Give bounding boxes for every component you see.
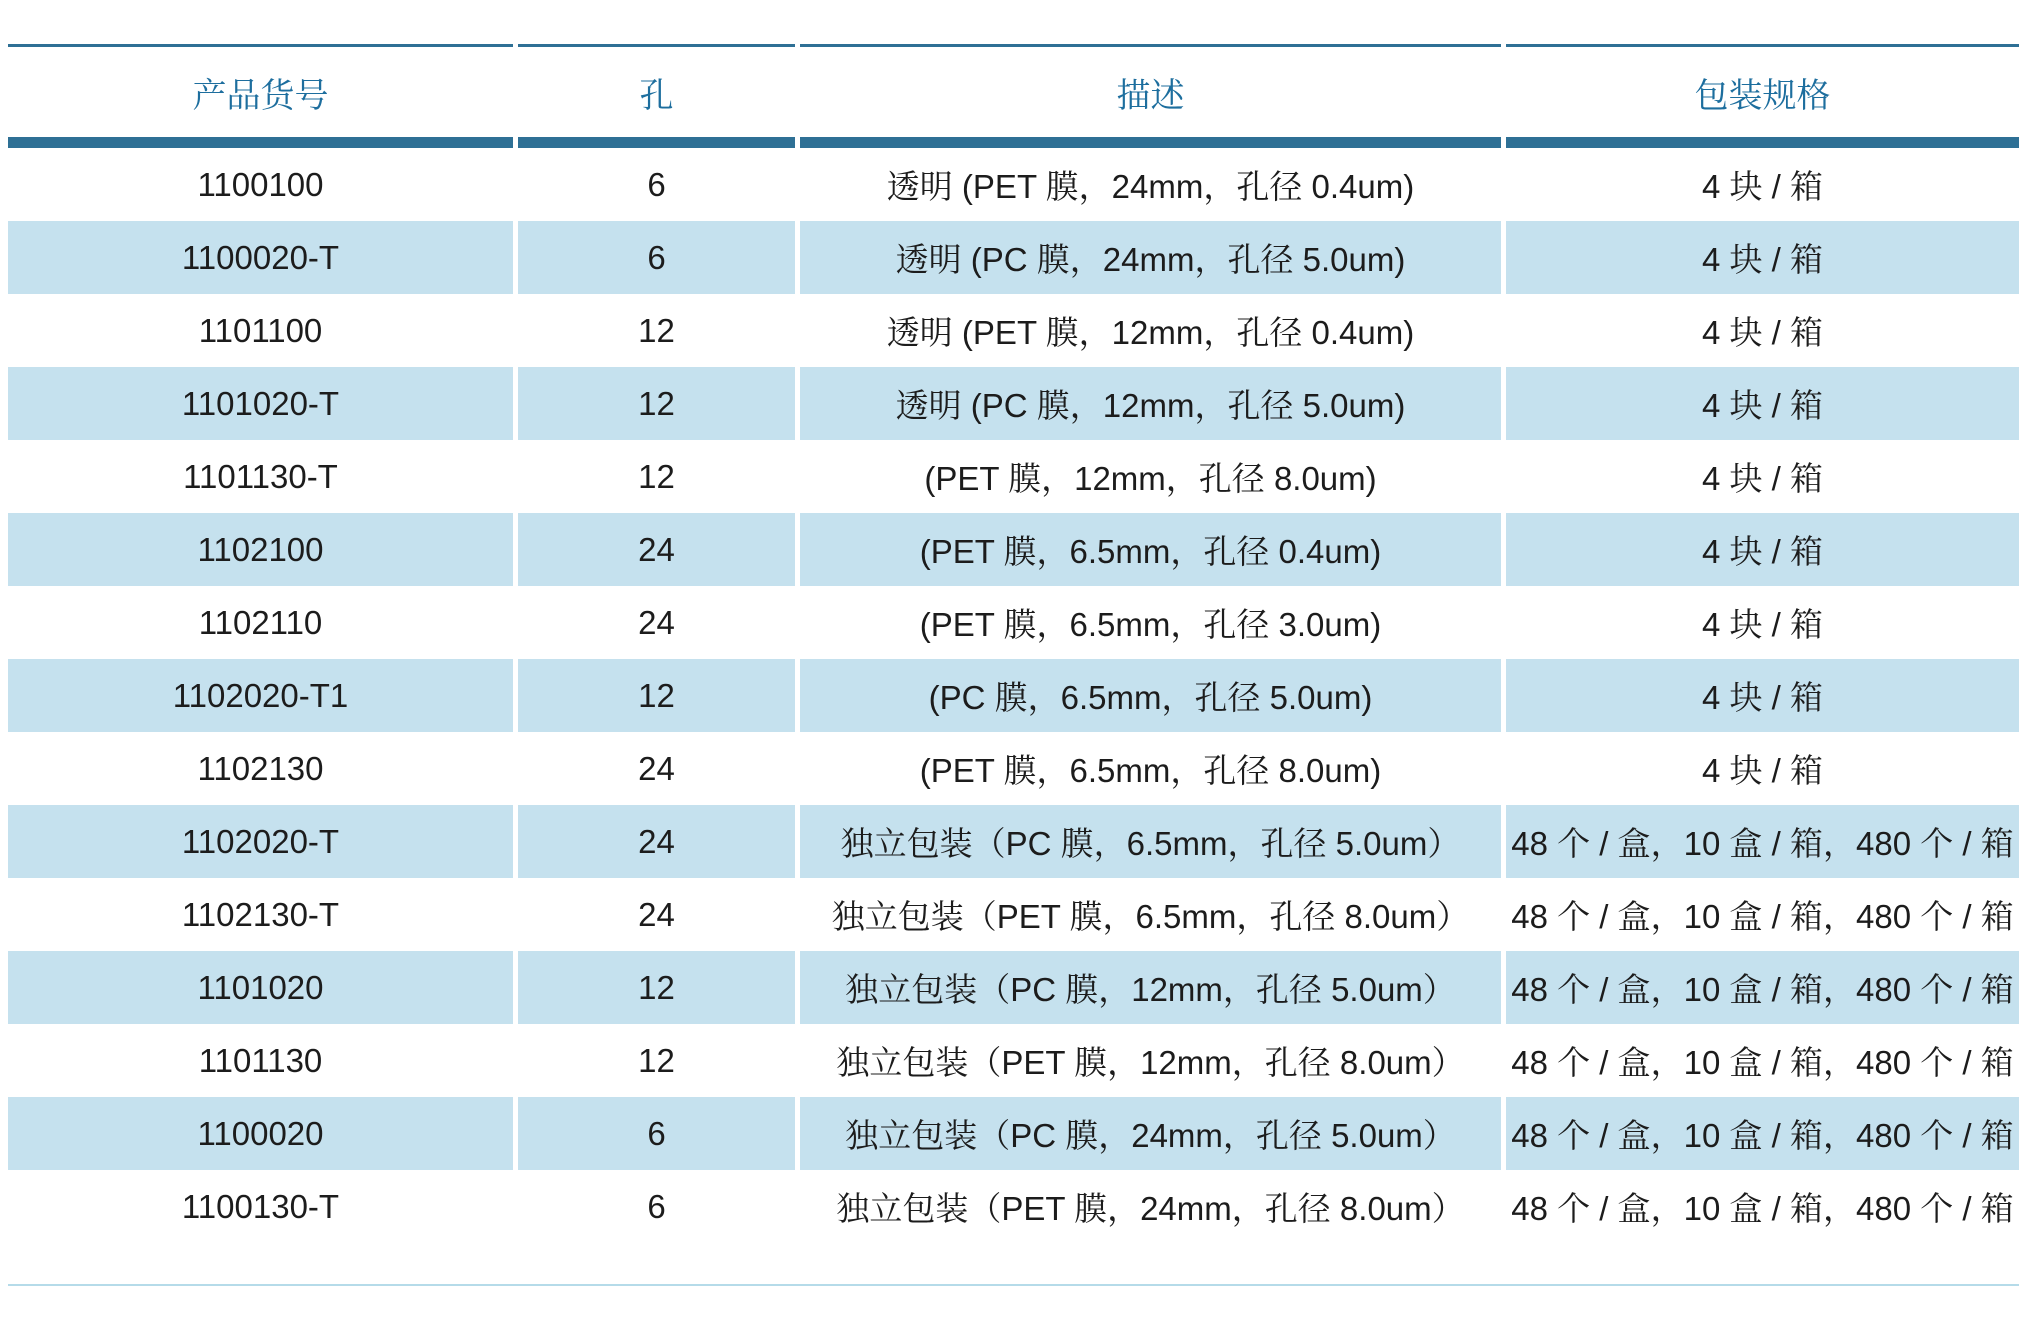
description-cell: 透明 (PET 膜，24mm，孔径 0.4um) [800, 148, 1501, 221]
description-cell: 独立包装（PC 膜，12mm，孔径 5.0um） [800, 951, 1501, 1024]
product-sku-cell: 1101130-T [8, 440, 513, 513]
wells-cell: 6 [518, 221, 795, 294]
header-wells: 孔 [518, 44, 795, 148]
product-sku-cell: 1102100 [8, 513, 513, 586]
packaging-cell: 48 个 / 盒，10 盒 / 箱，480 个 / 箱 [1506, 951, 2019, 1024]
packaging-cell: 4 块 / 箱 [1506, 221, 2019, 294]
description-cell: (PC 膜，6.5mm，孔径 5.0um) [800, 659, 1501, 732]
wells-cell: 12 [518, 659, 795, 732]
packaging-cell: 4 块 / 箱 [1506, 659, 2019, 732]
description-cell: (PET 膜，6.5mm，孔径 0.4um) [800, 513, 1501, 586]
packaging-cell: 48 个 / 盒，10 盒 / 箱，480 个 / 箱 [1506, 1024, 2019, 1097]
header-description: 描述 [800, 44, 1501, 148]
wells-cell: 6 [518, 1097, 795, 1170]
description-cell: (PET 膜，6.5mm，孔径 3.0um) [800, 586, 1501, 659]
packaging-cell: 48 个 / 盒，10 盒 / 箱，480 个 / 箱 [1506, 805, 2019, 878]
table-row [8, 732, 2019, 805]
table-row [8, 659, 2019, 732]
product-sku-cell: 1100020-T [8, 221, 513, 294]
product-sku-cell: 1102130 [8, 732, 513, 805]
table-row [8, 367, 2019, 440]
table-header-row [8, 44, 2019, 148]
description-cell: 独立包装（PC 膜，6.5mm，孔径 5.0um） [800, 805, 1501, 878]
table-row [8, 440, 2019, 513]
table-row [8, 1170, 2019, 1243]
packaging-cell: 4 块 / 箱 [1506, 294, 2019, 367]
product-spec-table [8, 44, 2019, 1286]
description-cell: 透明 (PET 膜，12mm，孔径 0.4um) [800, 294, 1501, 367]
table-row [8, 878, 2019, 951]
description-cell: 独立包装（PET 膜，12mm，孔径 8.0um） [800, 1024, 1501, 1097]
wells-cell: 6 [518, 148, 795, 221]
packaging-cell: 4 块 / 箱 [1506, 586, 2019, 659]
wells-cell: 6 [518, 1170, 795, 1243]
table-row [8, 951, 2019, 1024]
table-row [8, 1024, 2019, 1097]
wells-cell: 24 [518, 586, 795, 659]
table-row [8, 148, 2019, 221]
product-sku-cell: 1102130-T [8, 878, 513, 951]
table-bottom-border [8, 1284, 2019, 1286]
wells-cell: 24 [518, 805, 795, 878]
table-row [8, 221, 2019, 294]
product-sku-cell: 1100020 [8, 1097, 513, 1170]
description-cell: (PET 膜，12mm，孔径 8.0um) [800, 440, 1501, 513]
wells-cell: 12 [518, 294, 795, 367]
product-sku-cell: 1102110 [8, 586, 513, 659]
packaging-cell: 4 块 / 箱 [1506, 732, 2019, 805]
description-cell: 独立包装（PET 膜，6.5mm，孔径 8.0um） [800, 878, 1501, 951]
table-row [8, 294, 2019, 367]
wells-cell: 12 [518, 1024, 795, 1097]
packaging-cell: 48 个 / 盒，10 盒 / 箱，480 个 / 箱 [1506, 1097, 2019, 1170]
product-sku-cell: 1102020-T1 [8, 659, 513, 732]
description-cell: 独立包装（PET 膜，24mm，孔径 8.0um） [800, 1170, 1501, 1243]
product-sku-cell: 1101100 [8, 294, 513, 367]
product-sku-cell: 1101020-T [8, 367, 513, 440]
header-packaging: 包装规格 [1506, 44, 2019, 148]
packaging-cell: 4 块 / 箱 [1506, 148, 2019, 221]
table-bottom-spacer [8, 1243, 2019, 1284]
packaging-cell: 48 个 / 盒，10 盒 / 箱，480 个 / 箱 [1506, 878, 2019, 951]
table-row [8, 513, 2019, 586]
packaging-cell: 48 个 / 盒，10 盒 / 箱，480 个 / 箱 [1506, 1170, 2019, 1243]
packaging-cell: 4 块 / 箱 [1506, 513, 2019, 586]
product-sku-cell: 1100100 [8, 148, 513, 221]
packaging-cell: 4 块 / 箱 [1506, 440, 2019, 513]
header-product-number: 产品货号 [8, 44, 513, 148]
table-row [8, 1097, 2019, 1170]
product-sku-cell: 1101130 [8, 1024, 513, 1097]
description-cell: 透明 (PC 膜，12mm，孔径 5.0um) [800, 367, 1501, 440]
product-sku-cell: 1101020 [8, 951, 513, 1024]
wells-cell: 12 [518, 367, 795, 440]
description-cell: (PET 膜，6.5mm，孔径 8.0um) [800, 732, 1501, 805]
product-sku-cell: 1100130-T [8, 1170, 513, 1243]
wells-cell: 24 [518, 878, 795, 951]
wells-cell: 12 [518, 440, 795, 513]
wells-cell: 12 [518, 951, 795, 1024]
table-row [8, 586, 2019, 659]
description-cell: 透明 (PC 膜，24mm，孔径 5.0um) [800, 221, 1501, 294]
description-cell: 独立包装（PC 膜，24mm，孔径 5.0um） [800, 1097, 1501, 1170]
wells-cell: 24 [518, 513, 795, 586]
wells-cell: 24 [518, 732, 795, 805]
table-row [8, 805, 2019, 878]
packaging-cell: 4 块 / 箱 [1506, 367, 2019, 440]
product-sku-cell: 1102020-T [8, 805, 513, 878]
